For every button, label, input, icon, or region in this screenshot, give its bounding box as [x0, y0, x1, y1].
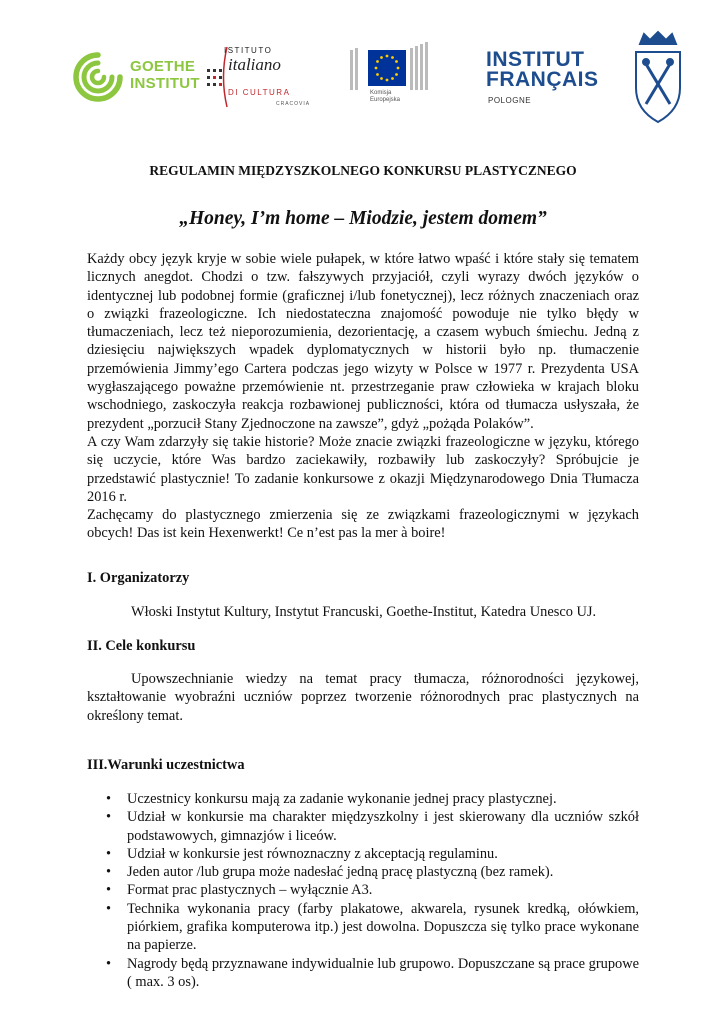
list-item [87, 790, 639, 808]
list-item [87, 808, 639, 845]
list-item-text: Jeden autor /lub grupa może nadesłać jedną pracę plastyczną (bez ramek). [127, 864, 554, 881]
istituto-line3: DI CULTURA [228, 88, 291, 97]
goethe-line1: GOETHE [130, 58, 196, 75]
eu-caption-line1: Komisja [370, 90, 392, 96]
list-item-text: Udział w konkursie ma charakter międzyszkolny i jest skierowany dla uczniów szkół podstawowych, gimnazjów i liceów. [127, 809, 639, 844]
list-item [87, 900, 639, 955]
istituto-line2: italiano [228, 55, 281, 74]
list-item-text: Technika wykonania pracy (farby plakatowe, akwarela, rysunek kredką, ołówkiem, piórkiem, grafika komputerowa itp.) jest dowolna. Dopuszcza się tylko prace wykonane na papierze. [127, 900, 639, 954]
logo-bar [0, 28, 725, 128]
list-item [87, 955, 639, 992]
list-item [87, 881, 639, 899]
ifr-line1: INSTITUT [486, 48, 585, 71]
uj-crest-logo [630, 30, 686, 124]
list-item [87, 845, 639, 863]
goethe-institut-logo [68, 50, 200, 104]
goethe-line2: INSTITUT [130, 75, 200, 92]
section-text-goals: Upowszechnianie wiedzy na temat pracy tłumacza, różnorodności językowej, kształtowanie wyobraźni uczniów poprzez tworzenie różnorodnych prac plastycznych na określony temat. [87, 671, 639, 724]
intro-paragraph: Zachęcamy do plastycznego zmierzenia się ze związkami frazeologicznymi w językach obcych! Das ist kein Hexenwerkt! Ce n’est pas la mer à boire! [87, 507, 639, 542]
list-item-text: Format prac plastycznych – wyłącznie A3. [127, 882, 373, 899]
conditions-list [87, 790, 639, 991]
intro-text [87, 250, 639, 543]
istituto-line4: CRACOVIA [276, 101, 311, 107]
bullet-icon: • [106, 882, 112, 899]
crossed-sceptres-crest-icon [630, 30, 686, 124]
institut-francais-logo [486, 48, 599, 110]
bullet-icon: • [106, 900, 112, 917]
ifr-line2: FRANÇAIS [486, 68, 599, 91]
bullet-icon: • [106, 864, 112, 881]
list-item-text: Nagrody będą przyznawane indywidualnie lub grupowo. Dopuszczane są prace grupowe ( max. 3 os). [127, 955, 639, 990]
european-commission-logo [346, 42, 442, 114]
eu-flag-building-icon [346, 42, 442, 90]
section-heading-conditions: III.Warunki uczestnictwa [87, 757, 245, 773]
goethe-swirl-icon [68, 50, 128, 104]
list-item-text: Udział w konkursie jest równoznaczny z akceptacją regulaminu. [127, 845, 498, 862]
document-title: REGULAMIN MIĘDZYSZKOLNEGO KONKURSU PLASTYCZNEGO [149, 163, 577, 178]
section-heading-goals: II. Cele konkursu [87, 638, 196, 654]
list-item [87, 863, 639, 881]
intro-paragraph: A czy Wam zdarzyły się takie historie? Może znacie związki frazeologiczne w języku, którego się uczycie, które Was bardzo zaciekawiły, rozbawiły lub zaskoczyły? Spróbujcie je przedstawić plastycznie! To zadanie konkursowe z okazji Międzynarodowego Dnia Tłumacza 2016 r. [87, 433, 639, 505]
bullet-icon: • [106, 845, 112, 862]
section-text-organizers: Włoski Instytut Kultury, Instytut Francuski, Goethe-Institut, Katedra Unesco UJ. [131, 604, 597, 620]
bullet-icon: • [106, 809, 112, 826]
bullet-icon: • [106, 955, 112, 972]
document-subtitle: „Honey, I’m home – Miodzie, jestem domem” [179, 208, 547, 229]
red-arc-icon [220, 46, 228, 108]
section-heading-organizers: I. Organizatorzy [87, 570, 190, 586]
istituto-line1: ISTITUTO [224, 46, 273, 55]
intro-paragraph: Każdy obcy język kryje w sobie wiele pułapek, w które łatwo wpaść i które stały się tematem licznych anegdot. Chodzi o tzw. fałszywych przyjaciół, czyli wyrazy dwóch języków o identycznej lub podobnej formie (graficznej i/lub fonetycznej), lecz różnych znaczeniach oraz o związki frazeologiczne. Ich niedostateczna znajomość powoduje nie tylko błędy w tłumaczeniach, lecz też nieporozumienia, dezorientację, a czasem wybuch śmiechu. Jedną z dziesięciu największych wpadek dyplomatycznych w historii było np. tłumaczenie przemówienia Jimmy’ego Cartera podczas jego wizyty w Polsce w 1977 r. Prezydenta USA wygłaszającego poważne przemówienie nt. przestrzeganie praw człowieka w krajach bloku wschodniego, zaskoczyła reakcja rozbawionej publiczności, która od tłumacza usłyszała, że prezydent „porzucił Stany Zjednoczone na zawsze”, gdyż „pożąda Polaków”. [87, 251, 639, 432]
istituto-italiano-logo [206, 46, 336, 112]
bullet-icon: • [106, 791, 112, 807]
eu-caption-line2: Europejska [370, 97, 401, 103]
list-item-text: Uczestnicy konkursu mają za zadanie wykonanie jednej pracy plastycznej. [127, 791, 557, 807]
ifr-line3: POLOGNE [488, 96, 532, 105]
